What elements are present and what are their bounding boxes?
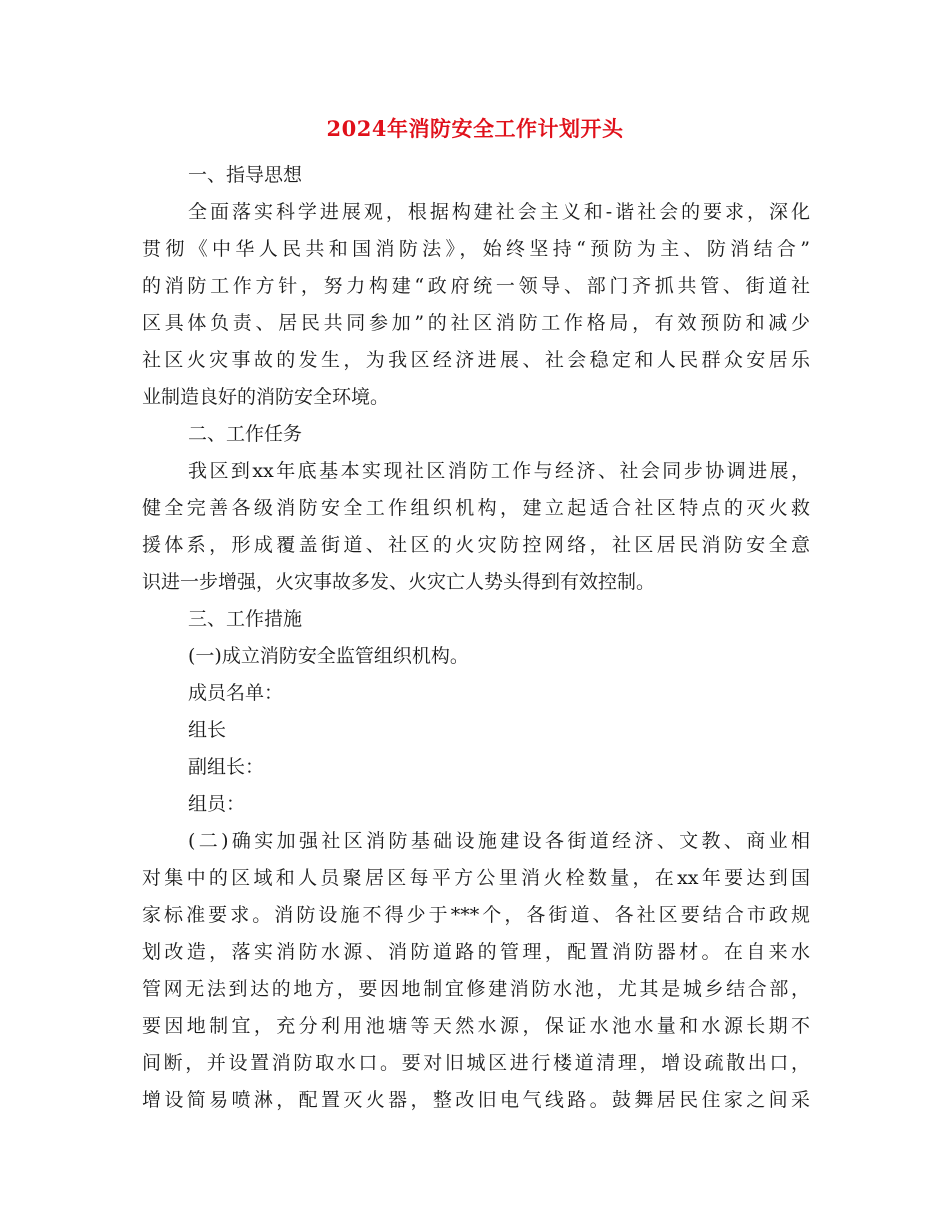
document-title: 2024年消防安全工作计划开头 [326,116,624,141]
section-heading: 三、工作措施 [188,608,303,630]
text-line: 我区到xx年底基本实现社区消防工作与经济、社会同步协调进展， [188,460,810,482]
text-line: 健全完善各级消防安全工作组织机构，建立起适合社区特点的灭火救 [142,497,810,519]
text-line: 贯彻《中华人民共和国消防法》，始终坚持“预防为主、防消结合” [142,238,810,260]
document-body [142,157,810,1119]
section-heading: 二、工作任务 [188,423,303,445]
text-line: 对集中的区域和人员聚居区每平方公里消火栓数量，在xx年要达到国 [142,867,810,889]
text-line: (一)成立消防安全监管组织机构。 [188,645,469,667]
text-line: 增设简易喷淋，配置灭火器，整改旧电气线路。鼓舞居民住家之间采 [142,1089,810,1111]
text-line: 区具体负责、居民共同参加”的社区消防工作格局，有效预防和减少 [142,312,810,334]
text-line: 管网无法到达的地方，要因地制宜修建消防水池，尤其是城乡结合部， [142,978,810,1000]
text-line: (二)确实加强社区消防基础设施建设各街道经济、文教、商业相 [188,830,810,852]
text-line: 间断，并设置消防取水口。要对旧城区进行楼道清理，增设疏散出口， [142,1052,810,1074]
text-line: 的消防工作方针，努力构建“政府统一领导、部门齐抓共管、街道社 [142,275,810,297]
section-heading: 一、指导思想 [188,164,303,186]
text-line: 成员名单： [188,682,284,704]
text-line: 家标准要求。消防设施不得少于***个，各街道、各社区要结合市政规 [142,904,810,926]
text-line: 援体系，形成覆盖街道、社区的火灾防控网络，社区居民消防安全意 [142,534,810,556]
text-line: 划改造，落实消防水源、消防道路的管理，配置消防器材。在自来水 [142,941,810,963]
text-line: 识进一步增强，火灾事故多发、火灾亡人势头得到有效控制。 [142,571,656,593]
text-line: 副组长： [188,756,265,778]
text-line: 社区火灾事故的发生，为我区经济进展、社会稳定和人民群众安居乐 [142,349,810,371]
text-line: 组员： [188,793,246,815]
text-line: 全面落实科学进展观，根据构建社会主义和-谐社会的要求，深化 [188,201,810,223]
text-line: 要因地制宜，充分利用池塘等天然水源，保证水池水量和水源长期不 [142,1015,810,1037]
text-line: 业制造良好的消防安全环境。 [142,386,390,408]
text-line: 组长 [188,719,227,741]
